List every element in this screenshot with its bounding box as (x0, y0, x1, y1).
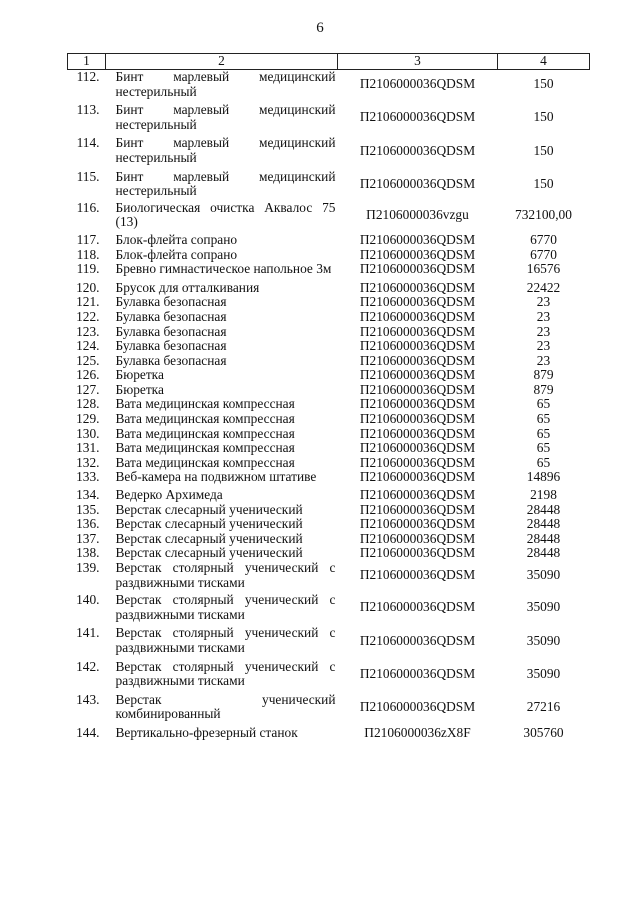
item-code: П2106000036QDSM (359, 246, 476, 262)
item-value: 28448 (526, 545, 561, 561)
row-number: 123. (76, 323, 100, 339)
table-row (68, 660, 590, 693)
item-value: 35090 (526, 632, 561, 648)
table-header (68, 54, 590, 70)
item-value: 28448 (526, 530, 561, 546)
item-value: 879 (533, 381, 554, 397)
table-row (68, 693, 590, 726)
item-code: П2106000036QDSM (359, 323, 476, 339)
item-value: 2198 (530, 487, 557, 503)
item-value: 150 (533, 142, 554, 158)
table-row (68, 532, 590, 547)
table-row (68, 310, 590, 325)
item-name: Бинт марлевый медицинский нестерильный (115, 168, 336, 199)
table-row (68, 233, 590, 248)
item-value: 14896 (526, 469, 561, 485)
row-number: 134. (76, 487, 100, 503)
item-value: 6770 (530, 231, 557, 247)
item-code: П2106000036QDSM (359, 367, 476, 383)
row-number: 121. (76, 294, 100, 310)
item-value: 65 (536, 411, 551, 427)
item-name: Булавка безопасная (115, 352, 227, 368)
header-col-3: 3 (338, 54, 498, 70)
item-value: 65 (536, 440, 551, 456)
row-number: 129. (76, 411, 100, 427)
row-number: 142. (76, 658, 100, 674)
item-code: П2106000036QDSM (359, 425, 476, 441)
item-name: Вата медицинская компрессная (115, 440, 295, 456)
item-value: 23 (536, 308, 551, 324)
table-row (68, 456, 590, 471)
item-name: Булавка безопасная (115, 323, 227, 339)
item-code: П2106000036QDSM (359, 338, 476, 354)
item-name: Вата медицинская компрессная (115, 454, 295, 470)
table-row (68, 339, 590, 354)
item-value: 65 (536, 454, 551, 470)
item-value: 35090 (526, 599, 561, 615)
row-number: 112. (76, 69, 100, 84)
item-code: П2106000036QDSM (359, 454, 476, 470)
item-name: Бревно гимнастическое напольное 3м (115, 261, 332, 277)
equipment-table (67, 53, 590, 741)
table-row (68, 248, 590, 263)
item-code: П2106000036QDSM (359, 109, 476, 125)
row-number: 144. (76, 724, 100, 740)
row-number: 133. (76, 469, 100, 485)
header-col-1: 1 (68, 54, 106, 70)
item-code: П2106000036QDSM (359, 530, 476, 546)
item-code: П2106000036QDSM (359, 175, 476, 191)
item-name: Бюретка (115, 381, 164, 397)
table-row (68, 383, 590, 398)
item-name: Верстак столярный ученический с раздвижными тисками (115, 560, 336, 590)
item-code: П2106000036QDSM (359, 632, 476, 648)
item-code: П2106000036QDSM (359, 545, 476, 561)
item-name: Верстак слесарный ученический (115, 545, 303, 561)
item-name: Блок-флейта сопрано (115, 231, 238, 247)
row-number: 116. (76, 199, 100, 215)
item-name: Булавка безопасная (115, 338, 227, 354)
row-number: 128. (76, 396, 100, 412)
table-body (68, 70, 590, 741)
item-name: Биологическая очистка Аквалос 75 (13) (115, 199, 336, 230)
row-number: 124. (76, 338, 100, 354)
item-name: Вата медицинская компрессная (115, 396, 295, 412)
header-col-4: 4 (498, 54, 590, 70)
item-value: 879 (533, 367, 554, 383)
item-name: Бинт марлевый медицинский нестерильный (115, 69, 336, 99)
table-row (68, 517, 590, 532)
item-code: П2106000036QDSM (359, 599, 476, 615)
item-value: 65 (536, 396, 551, 412)
table-row (68, 295, 590, 310)
table-row (68, 136, 590, 169)
item-name: Булавка безопасная (115, 294, 227, 310)
row-number: 120. (76, 279, 100, 295)
item-code: П2106000036zX8F (364, 724, 471, 740)
table-row (68, 503, 590, 518)
table-row (68, 325, 590, 340)
table-row (68, 427, 590, 442)
item-code: П2106000036QDSM (359, 501, 476, 517)
item-name: Булавка безопасная (115, 308, 227, 324)
item-value: 23 (536, 338, 551, 354)
row-number: 127. (76, 381, 100, 397)
item-value: 27216 (526, 699, 561, 715)
header-col-2: 2 (106, 54, 338, 70)
item-code: П2106000036QDSM (359, 699, 476, 715)
table-row (68, 70, 590, 104)
row-number: 131. (76, 440, 100, 456)
item-code: П2106000036QDSM (359, 308, 476, 324)
row-number: 141. (76, 625, 100, 641)
item-name: Верстак столярный ученический с раздвижными тисками (115, 592, 336, 622)
row-number: 125. (76, 352, 100, 368)
table-row (68, 626, 590, 659)
item-value: 150 (533, 175, 554, 191)
item-value: 150 (533, 76, 554, 92)
row-number: 132. (76, 454, 100, 470)
table-row (68, 262, 590, 281)
item-code: П2106000036QDSM (359, 279, 476, 295)
item-name: Верстак столярный ученический с раздвижными тисками (115, 625, 336, 655)
row-number: 114. (76, 135, 100, 151)
item-name: Ведерко Архимеда (115, 487, 223, 503)
row-number: 138. (76, 545, 100, 561)
item-code: П2106000036QDSM (359, 469, 476, 485)
row-number: 135. (76, 501, 100, 517)
row-number: 139. (76, 560, 100, 575)
item-code: П2106000036QDSM (359, 396, 476, 412)
table-row (68, 561, 590, 593)
item-name: Бинт марлевый медицинский нестерильный (115, 135, 336, 165)
item-code: П2106000036QDSM (359, 294, 476, 310)
item-code: П2106000036QDSM (359, 76, 476, 92)
item-name: Брусок для отталкивания (115, 279, 260, 295)
row-number: 115. (76, 168, 100, 184)
page-number: 6 (316, 20, 324, 36)
item-value: 6770 (530, 246, 557, 262)
table-row (68, 103, 590, 136)
item-name: Веб-камера на подвижном штативе (115, 469, 317, 485)
row-number: 126. (76, 367, 100, 383)
table-row (68, 281, 590, 296)
table-row (68, 201, 590, 233)
item-value: 150 (533, 109, 554, 125)
item-value: 22422 (526, 279, 561, 295)
table-row (68, 354, 590, 369)
item-name: Вата медицинская компрессная (115, 411, 295, 427)
item-code: П2106000036QDSM (359, 231, 476, 247)
item-code: П2106000036QDSM (359, 487, 476, 503)
item-value: 65 (536, 425, 551, 441)
item-code: П2106000036QDSM (359, 440, 476, 456)
table-row (68, 470, 590, 488)
table-row (68, 170, 590, 201)
item-name: Бюретка (115, 367, 164, 383)
table-row (68, 726, 590, 741)
table-row (68, 593, 590, 626)
row-number: 140. (76, 592, 100, 608)
row-number: 143. (76, 691, 100, 707)
row-number: 137. (76, 530, 100, 546)
item-code: П2106000036QDSM (359, 567, 476, 583)
item-code: П2106000036QDSM (359, 411, 476, 427)
item-code: П2106000036QDSM (359, 516, 476, 532)
item-name: Вертикально-фрезерный станок (115, 724, 298, 740)
row-number: 136. (76, 516, 100, 532)
item-code: П2106000036QDSM (359, 261, 476, 277)
item-name: Вата медицинская компрессная (115, 425, 295, 441)
item-code: П2106000036QDSM (359, 381, 476, 397)
item-name: Верстак слесарный ученический (115, 516, 303, 532)
item-value: 23 (536, 294, 551, 310)
item-value: 28448 (526, 516, 561, 532)
table-row (68, 488, 590, 503)
item-name: Блок-флейта сопрано (115, 246, 238, 262)
table-row (68, 441, 590, 456)
item-value: 16576 (526, 261, 561, 277)
item-value: 35090 (526, 567, 561, 583)
row-number: 113. (76, 102, 100, 118)
table-row (68, 546, 590, 561)
item-value: 732100,00 (515, 207, 572, 223)
item-value: 305760 (523, 724, 564, 740)
row-number: 117. (76, 231, 100, 247)
item-name: Верстак слесарный ученический (115, 530, 303, 546)
item-code: П2106000036vzgu (366, 207, 469, 223)
item-code: П2106000036QDSM (359, 352, 476, 368)
row-number: 130. (76, 425, 100, 441)
item-value: 28448 (526, 501, 561, 517)
item-code: П2106000036QDSM (359, 665, 476, 681)
item-name: Верстак столярный ученический с раздвижными тисками (115, 658, 336, 689)
item-value: 23 (536, 352, 551, 368)
item-value: 23 (536, 323, 551, 339)
row-number: 118. (76, 246, 100, 262)
header-row (68, 54, 590, 70)
item-code: П2106000036QDSM (359, 142, 476, 158)
item-name: Верстак слесарный ученический (115, 501, 303, 517)
item-name: Верстак ученический комбинированный (115, 691, 336, 722)
table-row (68, 397, 590, 412)
row-number: 122. (76, 308, 100, 324)
row-number: 119. (76, 261, 100, 277)
item-name: Бинт марлевый медицинский нестерильный (115, 102, 336, 132)
table-row (68, 368, 590, 383)
item-value: 35090 (526, 665, 561, 681)
table-row (68, 412, 590, 427)
